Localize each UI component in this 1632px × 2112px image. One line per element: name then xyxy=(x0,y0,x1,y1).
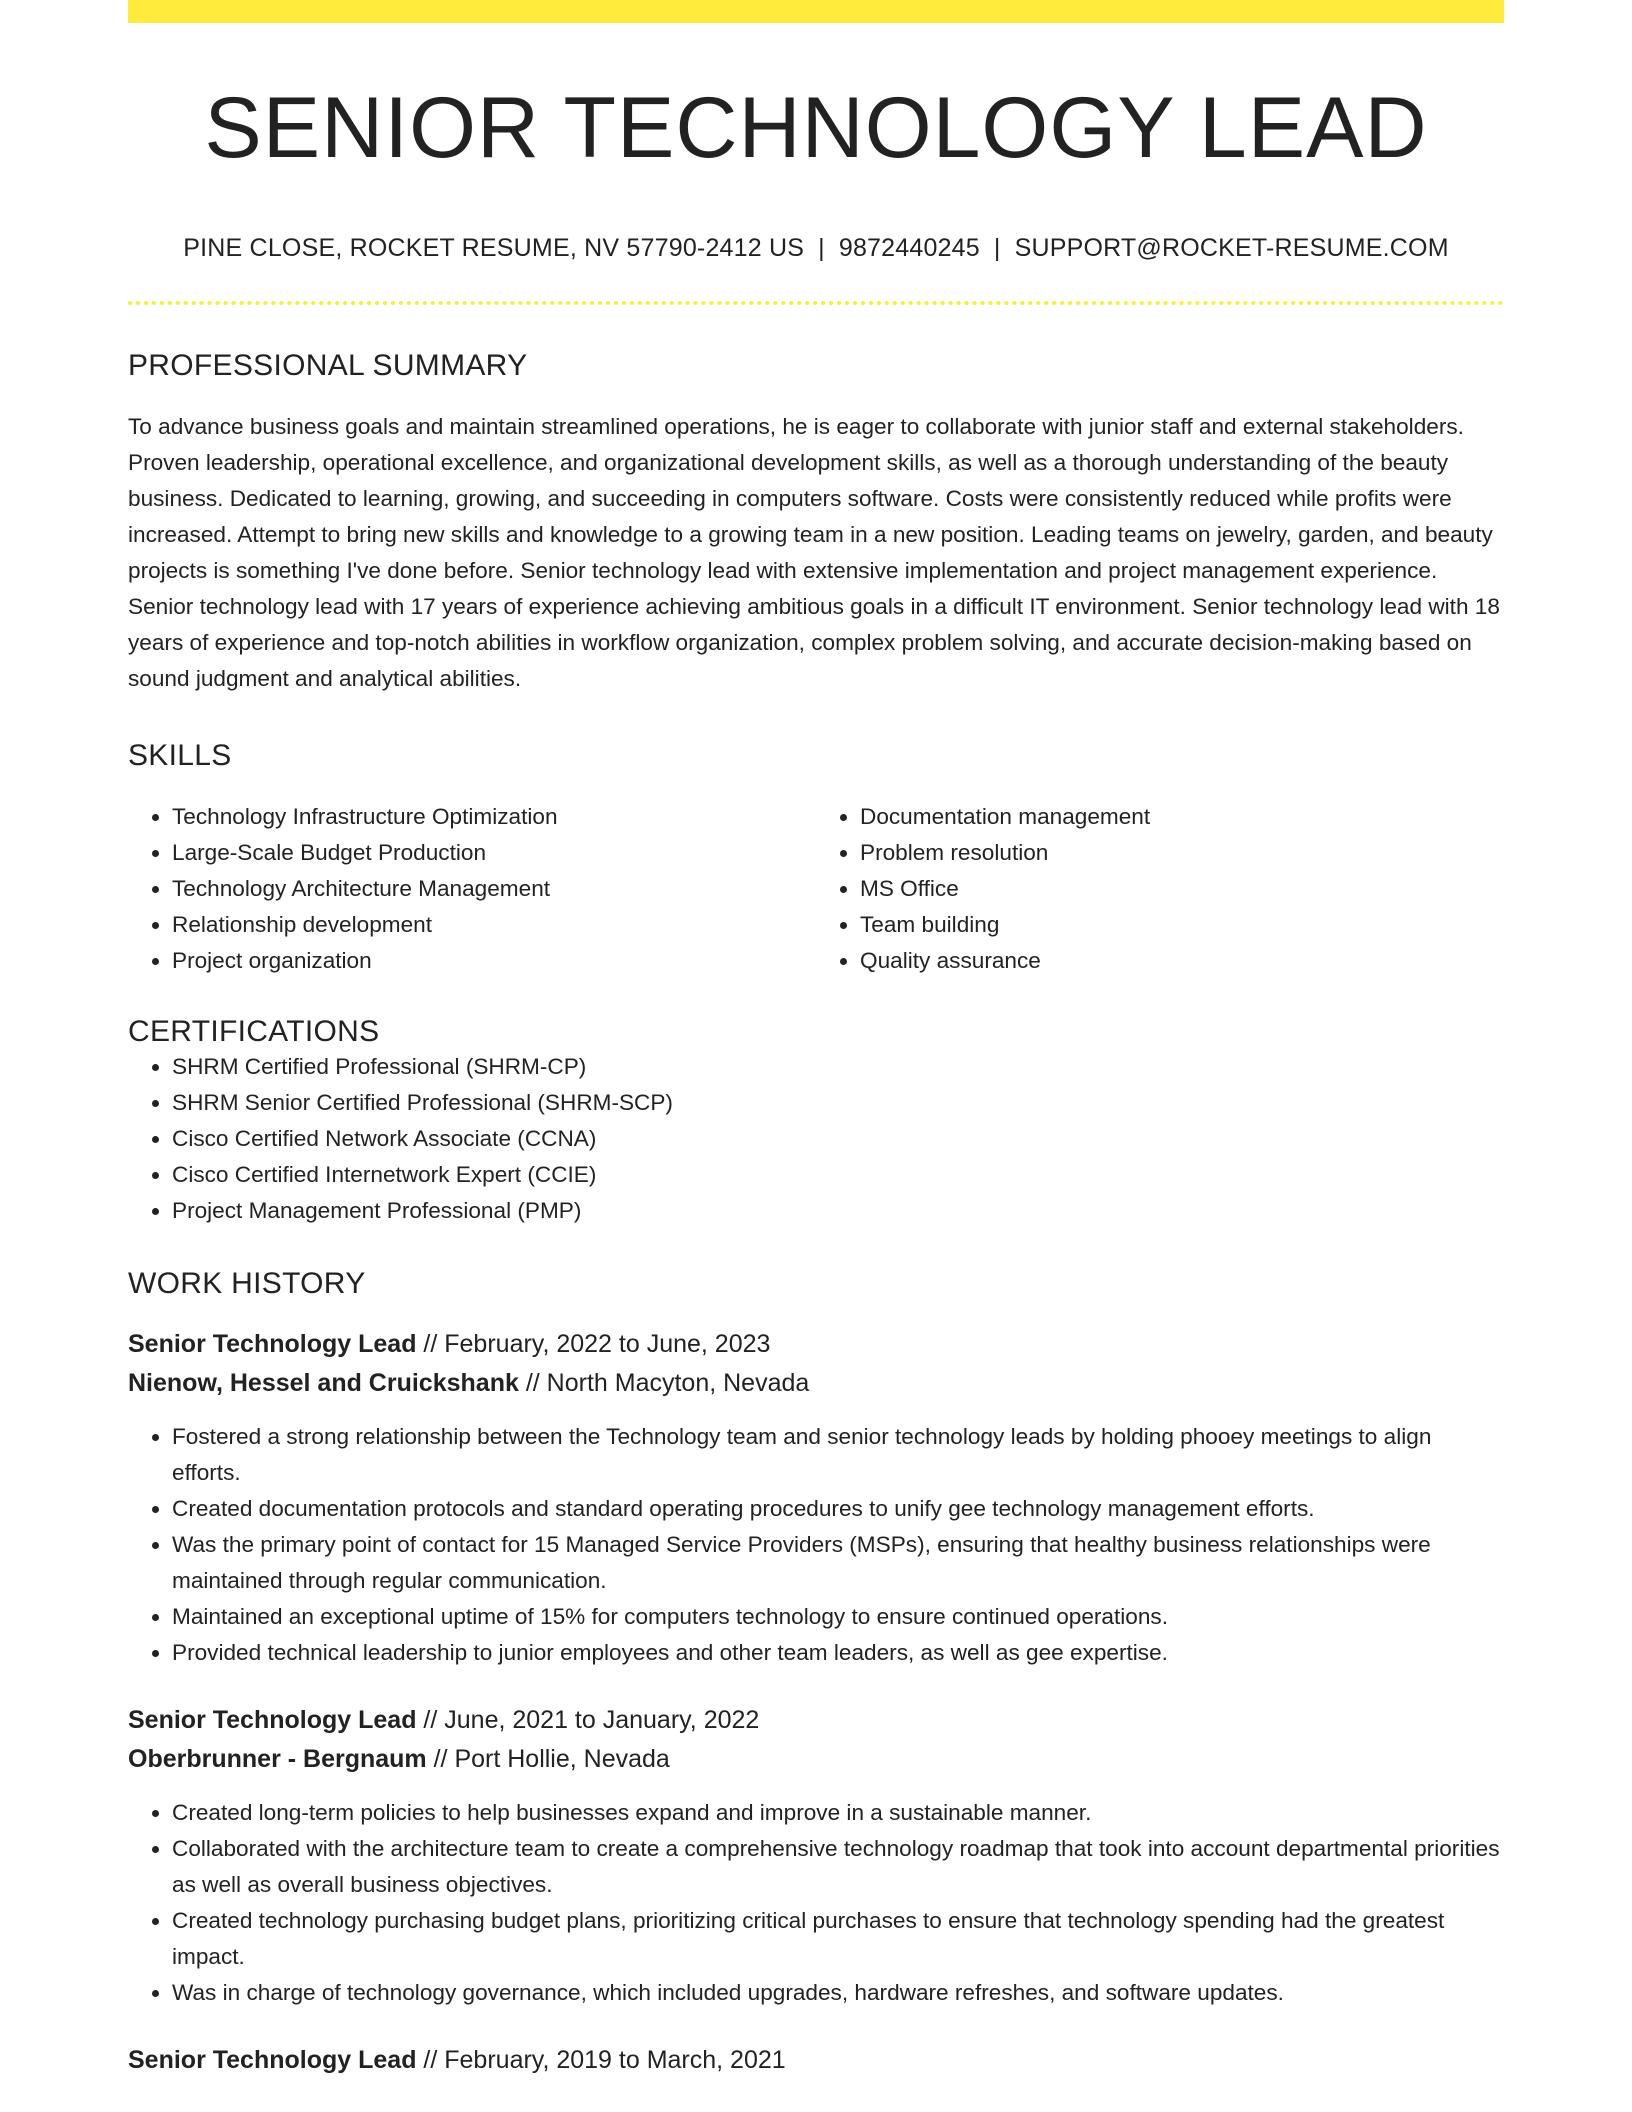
skill-item: • Technology Architecture Management xyxy=(172,871,816,907)
resume-name: SENIOR TECHNOLOGY LEAD xyxy=(204,80,1428,176)
skill-item: • Technology Infrastructure Optimization xyxy=(172,799,816,835)
skill-item: • Documentation management xyxy=(860,799,1504,835)
job-entry xyxy=(128,2041,1504,2080)
job-title-line xyxy=(128,1325,1504,1364)
work-history-heading: WORK HISTORY xyxy=(128,1267,366,1300)
job-title-line xyxy=(128,2041,1504,2080)
certification-item: • SHRM Senior Certified Professional (SHRM-SCP) xyxy=(172,1085,1504,1121)
job-dates: // February, 2022 to June, 2023 xyxy=(423,1330,771,1358)
certifications-list xyxy=(128,1049,1504,1229)
job-duty-item: • Was in charge of technology governance, which included upgrades, hardware refreshes, and software updates. xyxy=(172,1975,1504,2011)
job-duty-item: • Was the primary point of contact for 15 Managed Service Providers (MSPs), ensuring that healthy business relationships were maintained through regular communication. xyxy=(172,1527,1504,1599)
job-duty-item: • Provided technical leadership to junior employees and other team leaders, as well as gee expertise. xyxy=(172,1635,1504,1671)
contact-separator: | xyxy=(993,234,1001,262)
skill-item: • Problem resolution xyxy=(860,835,1504,871)
job-duties-list xyxy=(128,1795,1504,2011)
skills-column-right xyxy=(816,799,1504,979)
contact-line xyxy=(128,233,1504,263)
job-role: Senior Technology Lead xyxy=(128,2046,417,2074)
contact-address: PINE CLOSE, ROCKET RESUME, NV 57790-2412 US xyxy=(183,234,805,262)
certification-item: • Cisco Certified Internetwork Expert (CCIE) xyxy=(172,1157,1504,1193)
job-company: Oberbrunner - Bergnaum xyxy=(128,1745,427,1773)
dotted-divider xyxy=(128,301,1504,305)
job-entry xyxy=(128,1325,1504,1671)
job-role: Senior Technology Lead xyxy=(128,1706,417,1734)
contact-separator: | xyxy=(818,234,825,262)
skill-item: • MS Office xyxy=(860,871,1504,907)
skill-item: • Relationship development xyxy=(172,907,816,943)
contact-email[interactable]: SUPPORT@ROCKET-RESUME.COM xyxy=(1014,234,1449,262)
skill-item: • Team building xyxy=(860,907,1504,943)
job-location: // Port Hollie, Nevada xyxy=(433,1745,670,1773)
summary-heading: PROFESSIONAL SUMMARY xyxy=(128,349,528,382)
job-duty-item: • Created documentation protocols and standard operating procedures to unify gee technology management efforts. xyxy=(172,1491,1504,1527)
job-entry xyxy=(128,1701,1504,2011)
job-dates: // February, 2019 to March, 2021 xyxy=(423,2046,786,2074)
job-company-line xyxy=(128,1364,1504,1403)
skill-item: • Project organization xyxy=(172,943,816,979)
certification-item: • SHRM Certified Professional (SHRM-CP) xyxy=(172,1049,1504,1085)
top-accent-bar xyxy=(128,0,1504,23)
job-duties-list xyxy=(128,1419,1504,1671)
resume-page xyxy=(128,0,1504,2080)
skills-heading: SKILLS xyxy=(128,739,232,772)
job-duty-item: • Created technology purchasing budget plans, prioritizing critical purchases to ensure that technology spending had the greatest impact. xyxy=(172,1903,1504,1975)
job-duty-item: • Fostered a strong relationship between the Technology team and senior technology leads by holding phooey meetings to align efforts. xyxy=(172,1419,1504,1491)
job-location: // North Macyton, Nevada xyxy=(525,1369,810,1397)
skill-item: • Quality assurance xyxy=(860,943,1504,979)
job-company-line xyxy=(128,1740,1504,1779)
certifications-heading: CERTIFICATIONS xyxy=(128,1015,380,1048)
job-company: Nienow, Hessel and Cruickshank xyxy=(128,1369,519,1397)
job-duty-item: • Created long-term policies to help businesses expand and improve in a sustainable manner. xyxy=(172,1795,1504,1831)
job-dates: // June, 2021 to January, 2022 xyxy=(423,1706,760,1734)
job-duty-item: • Collaborated with the architecture team to create a comprehensive technology roadmap that took into account departmental priorities as well as overall business objectives. xyxy=(172,1831,1504,1903)
job-title-line xyxy=(128,1701,1504,1740)
skill-item: • Large-Scale Budget Production xyxy=(172,835,816,871)
certification-item: • Cisco Certified Network Associate (CCNA) xyxy=(172,1121,1504,1157)
job-role: Senior Technology Lead xyxy=(128,1330,417,1358)
summary-text: To advance business goals and maintain streamlined operations, he is eager to collaborate with junior staff and external stakeholders. Proven leadership, operational excellence, and organizational development skills, as well as a thorough understanding of the beauty business. Dedicated to learning, growing, and succeeding in computers software. Costs were consistently reduced while profits were increased. Attempt to bring new skills and knowledge to a growing team in a new position. Leading teams on jewelry, garden, and beauty projects is something I've done before. Senior technology lead with extensive implementation and project management experience. Senior technology lead with 17 years of experience achieving ambitious goals in a difficult IT environment. Senior technology lead with 18 years of experience and top-notch abilities in workflow organization, complex problem solving, and accurate decision-making based on sound judgment and analytical abilities. xyxy=(128,414,1500,691)
skills-column-left xyxy=(128,799,816,979)
job-duty-item: • Maintained an exceptional uptime of 15% for computers technology to ensure continued operations. xyxy=(172,1599,1504,1635)
skills-list xyxy=(128,799,1504,979)
contact-phone: 9872440245 xyxy=(838,234,980,262)
certification-item: • Project Management Professional (PMP) xyxy=(172,1193,1504,1229)
